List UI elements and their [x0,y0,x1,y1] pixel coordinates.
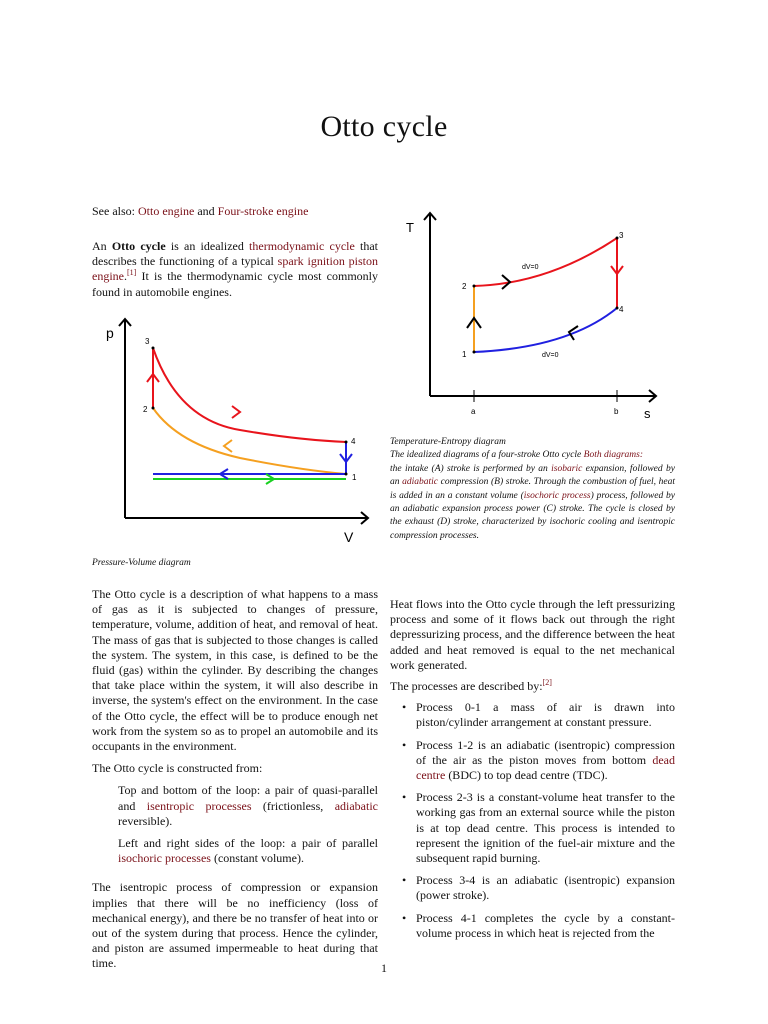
pv-arrow-left-icon [224,440,232,452]
ts-caption-text-1: the intake (A) stroke is performed by an [390,463,552,474]
ts-caption-title: Temperature-Entropy diagram [390,437,506,447]
ts-diagram [398,208,668,428]
isochoric-process-link[interactable]: isochoric process [523,490,591,501]
ts-heat-rejection-curve [474,308,617,352]
reference-2-link[interactable]: [2] [542,678,552,688]
ts-caption-text-2: expansion, followed by an [390,463,675,488]
ts-caption-strokes [390,463,675,543]
loop-top-text-1: Top and bottom of the loop: a pair of quasi-parallel and [118,783,378,813]
see-also-and: and [194,204,218,218]
ts-x-label: s [644,406,651,421]
see-also [92,204,378,219]
pv-point-1 [345,473,348,476]
processes-intro: The processes are described by: [390,679,543,694]
isochoric-processes-link[interactable]: isochoric processes [118,851,211,866]
bullet-icon: • [402,910,407,925]
adiabatic-link-caption[interactable]: adiabatic [402,477,439,488]
ts-tick-a-label: a [471,407,476,416]
reference-1-link[interactable]: [1] [127,268,137,278]
pv-caption: Pressure-Volume diagram [92,558,191,568]
left-paragraph-3: The isentropic process of compression or expansion implies that there will be no inefficiency (loss of mechanical energy), and there be no transfer of heat into or out of the system during that process. Hence the cylinder, and piston are assumed impermeable to heat during that time. [92,880,378,971]
pv-point-4 [345,441,348,444]
intro-text-1: An [92,239,112,253]
pv-arrow-right-icon [232,406,240,418]
bullet-icon: • [402,700,407,715]
intro-text-2: is an idealized [165,239,250,253]
bullet-icon: • [402,873,407,888]
process-2-3: Process 2-3 is a constant-volume heat transfer to the working gas from an external source while the piston is at top dead centre. This process is intended to represent the ignition of the fuel-air mixture and the subsequent rapid burning. [416,790,675,866]
dead-centre-link[interactable]: dead centre [416,752,675,783]
ts-label-2: 2 [462,282,467,291]
pv-label-4: 4 [351,437,356,446]
loop-top-text-3: reversible). [118,813,173,828]
loop-left-right [118,836,378,866]
loop-side-text-1: Left and right sides of the loop: a pair of parallel [118,836,378,851]
see-also-prefix: See also: [92,204,138,218]
ts-point-2 [473,285,476,288]
pv-point-3 [152,347,155,350]
list-item [390,790,675,866]
intro-text-5: It is the thermodynamic cycle most commonly found in automobile engines. [92,269,378,299]
left-body [92,587,378,979]
thermodynamic-cycle-link[interactable]: thermodynamic cycle [249,239,355,253]
pv-diagram [90,312,380,552]
list-item [390,873,675,903]
process-1-2-text-1: Process 1-2 is an adiabatic (isentropic) compression of the air as the piston moves from bottom [416,737,675,767]
pv-label-3: 3 [145,337,150,346]
ts-label-4: 4 [619,305,624,314]
list-item [390,700,675,730]
ts-dv-bottom: dV=0 [542,352,559,359]
both-diagrams-link[interactable]: Both diagrams: [583,450,644,461]
intro-text-4: . [124,269,127,284]
ts-caption-line: The idealized diagrams of a four-stroke Otto cycle [390,450,584,461]
right-body [390,597,675,948]
pv-label-1: 1 [352,473,357,482]
ts-caption-body [390,449,675,462]
left-paragraph-1: The Otto cycle is a description of what happens to a mass of gas as it is subjected to changes of pressure, temperature, volume, addition of heat, and removal of heat. The mass of gas that is subjected to those changes is called the system. The system, in this case, is defined to be the fluid (gas) within the cylinder. By describing the changes that take place within the system, it will also describe in inverse, the system's effect on the environment. In the case of the Otto cycle, the effect will be to produce enough net work from the system so as to propel an automobile and its occupants in the environment. [92,587,378,754]
ts-heat-addition-curve [474,238,617,286]
pv-x-label: V [344,529,354,545]
loop-top-bottom [118,783,378,829]
process-list [390,700,675,941]
bullet-icon: • [402,790,407,805]
adiabatic-link[interactable]: adiabatic [334,798,378,813]
ts-arrow-right-icon [502,275,510,289]
pv-expansion-curve [153,348,346,442]
ts-caption-text-4: ) process, followed by an adiabatic expansion process power (C) stroke. The cycle is closed by the exhaust (D) stroke, characterized by isochoric cooling and isentropic compression processes. [390,490,675,541]
bullet-icon: • [402,737,407,752]
pv-point-2 [152,407,155,410]
four-stroke-engine-link[interactable]: Four-stroke engine [217,204,309,218]
ts-label-1: 1 [462,350,467,359]
isobaric-link[interactable]: isobaric [551,463,583,474]
list-item [390,911,675,941]
spark-ignition-link[interactable]: spark ignition piston engine [92,254,379,284]
left-paragraph-2: The Otto cycle is constructed from: [92,761,263,776]
otto-engine-link[interactable]: Otto engine [138,204,195,218]
ts-dv-top: dV=0 [522,264,539,271]
page-number: 1 [381,961,387,975]
right-paragraph-2 [390,679,675,694]
intro-paragraph [92,239,378,300]
process-0-1: Process 0-1 a mass of air is drawn into piston/cylinder arrangement at constant pressure. [416,700,675,730]
process-1-2-text-2: (BDC) to top dead centre (TDC). [445,768,608,783]
right-paragraph-1: Heat flows into the Otto cycle through the left pressurizing process and some of it flows back out through the right depressurizing process, and the difference between the heat added and heat removed is equal to the net mechanical work generated. [390,597,675,672]
ts-tick-b-label: b [614,407,619,416]
list-item [390,738,675,784]
pv-label-2: 2 [143,405,148,414]
isentropic-processes-link[interactable]: isentropic processes [146,798,252,813]
process-4-1: Process 4-1 completes the cycle by a constant-volume process in which heat is rejected from the [416,910,675,940]
intro-bold-term: Otto cycle [111,239,166,253]
intro-text-3: that describes the functioning of a typical [92,239,379,269]
process-3-4: Process 3-4 is an adiabatic (isentropic) expansion (power stroke). [416,873,675,903]
ts-caption-text-3: compression (B) stroke. Through the combustion of fuel, heat is added in an a constant volume ( [390,477,675,501]
loop-side-text-2: (constant volume). [210,851,304,866]
loop-top-text-2: (frictionless, [251,798,335,813]
pv-y-label: p [106,325,114,341]
ts-label-3: 3 [619,231,624,240]
page-title: Otto cycle [320,110,448,143]
ts-y-label: T [406,220,414,235]
ts-caption [390,436,675,543]
ts-point-1 [473,351,476,354]
intro-section [92,239,378,300]
